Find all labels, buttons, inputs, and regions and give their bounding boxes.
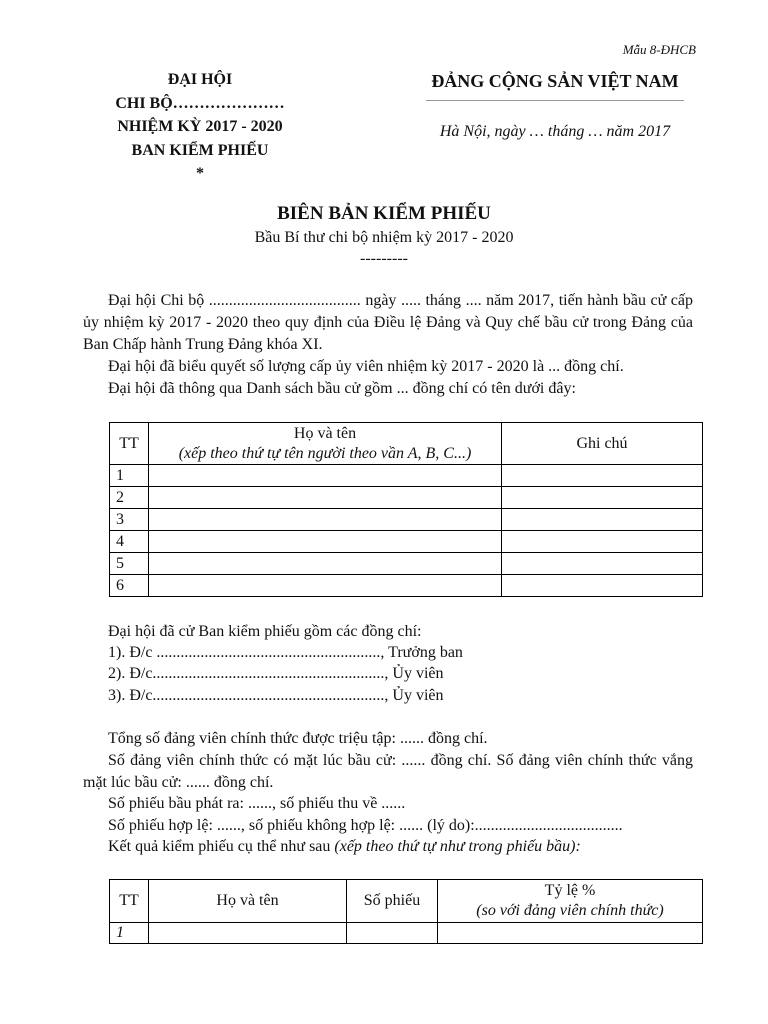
name-cell[interactable] [149, 575, 502, 597]
ratio-cell[interactable] [438, 923, 703, 944]
results-intro-note: (xếp theo thứ tự như trong phiếu bầu): [334, 838, 581, 855]
table-row [110, 465, 703, 487]
results-intro-text: Kết quả kiểm phiếu cụ thể như sau [108, 838, 331, 855]
table-header-row [110, 423, 703, 465]
note-cell[interactable] [502, 487, 703, 509]
name-cell[interactable] [149, 487, 502, 509]
table-row [110, 575, 703, 597]
name-cell[interactable] [149, 465, 502, 487]
committee-label: BAN KIỂM PHIẾU [131, 141, 269, 159]
header-name-label: Họ và tên [293, 424, 357, 442]
note-cell[interactable] [502, 553, 703, 575]
document-subtitle: Bầu Bí thư chi bộ nhiệm kỳ 2017 - 2020 [254, 229, 514, 246]
header-name-note: (xếp theo thứ tự tên người theo vần A, B, C...) [178, 444, 472, 462]
valid-ballots-line: Số phiếu hợp lệ: ......, số phiếu không hợp lệ: ...... (lý do):..................................... [108, 817, 623, 834]
committee-member-3: 3). Đ/c.........................................................., Ủy viên [108, 687, 444, 704]
row-number: 1 [110, 465, 149, 487]
header-tt: TT [110, 423, 149, 465]
note-cell[interactable] [502, 531, 703, 553]
name-cell[interactable] [149, 531, 502, 553]
row-number: 3 [110, 509, 149, 531]
party-header [415, 68, 695, 141]
congress-label: ĐẠI HỘI [167, 71, 233, 88]
header-tt: TT [110, 880, 149, 923]
header-name [149, 423, 502, 465]
name-cell[interactable] [149, 553, 502, 575]
candidate-list-line: Đại hội đã thông qua Danh sách bầu cử gồm ... đồng chí có tên dưới đây: [108, 380, 576, 397]
table-header-row [110, 880, 703, 923]
candidate-table [109, 422, 703, 597]
name-cell[interactable] [149, 923, 347, 944]
document-title: BIÊN BẢN KIỂM PHIẾU [277, 203, 491, 224]
table-row [110, 487, 703, 509]
form-code: Mẫu 8-ĐHCB [622, 42, 696, 57]
ballots-issued-line: Số phiếu bầu phát ra: ......, số phiếu thu về ...... [108, 795, 406, 812]
header-ratio [438, 880, 703, 923]
results-intro-line [108, 836, 581, 858]
header-divider [426, 100, 684, 101]
note-cell[interactable] [502, 509, 703, 531]
summoned-count-line: Tổng số đảng viên chính thức được triệu tập: ...... đồng chí. [108, 730, 488, 747]
attendance-paragraph: Số đảng viên chính thức có mặt lúc bầu cử: ...... đồng chí. Số đảng viên chính thức vắng mặt lúc bầu cử: ...... đồng chí. [83, 752, 693, 791]
asterisk-mark: * [196, 165, 204, 182]
party-name: ĐẢNG CỘNG SẢN VIỆT NAM [431, 71, 679, 91]
table-row [110, 923, 703, 944]
table-row [110, 509, 703, 531]
table-row [110, 531, 703, 553]
votes-cell[interactable] [347, 923, 438, 944]
header-note: Ghi chú [502, 423, 703, 465]
row-number: 1 [110, 923, 149, 944]
row-number: 4 [110, 531, 149, 553]
header-votes: Số phiếu [347, 880, 438, 923]
row-number: 5 [110, 553, 149, 575]
committee-intro: Đại hội đã cử Ban kiểm phiếu gồm các đồng chí: [108, 623, 422, 640]
committee-member-1: 1). Đ/c ........................................................, Trưởng ban [108, 644, 463, 661]
header-ratio-note: (so với đảng viên chính thức) [476, 902, 664, 919]
member-count-line: Đại hội đã biểu quyết số lượng cấp ủy viên nhiệm kỳ 2017 - 2020 là ... đồng chí. [108, 358, 624, 375]
committee-member-2: 2). Đ/c.........................................................., Ủy viên [108, 665, 444, 682]
header-name: Họ và tên [149, 880, 347, 923]
row-number: 2 [110, 487, 149, 509]
term-label: NHIỆM KỲ 2017 - 2020 [117, 118, 283, 135]
note-cell[interactable] [502, 465, 703, 487]
title-separator: --------- [360, 250, 408, 267]
row-number: 6 [110, 575, 149, 597]
branch-label: CHI BỘ………………… [115, 94, 285, 112]
table-row [110, 553, 703, 575]
organization-header [100, 68, 300, 186]
note-cell[interactable] [502, 575, 703, 597]
date-line: Hà Nội, ngày … tháng … năm 2017 [439, 123, 671, 140]
intro-paragraph: Đại hội Chi bộ ...................................... ngày ..... tháng .... năm 2017, tiến hành bầu cử cấp ủy nhiệm kỳ 2017 - 2020 theo quy định của Điều lệ Đảng và Quy chế bầu cử trong Đảng của Ban Chấp hành Trung Đảng khóa XI. [83, 292, 693, 353]
name-cell[interactable] [149, 509, 502, 531]
result-table [109, 879, 703, 944]
header-ratio-label: Tỷ lệ % [544, 882, 596, 899]
